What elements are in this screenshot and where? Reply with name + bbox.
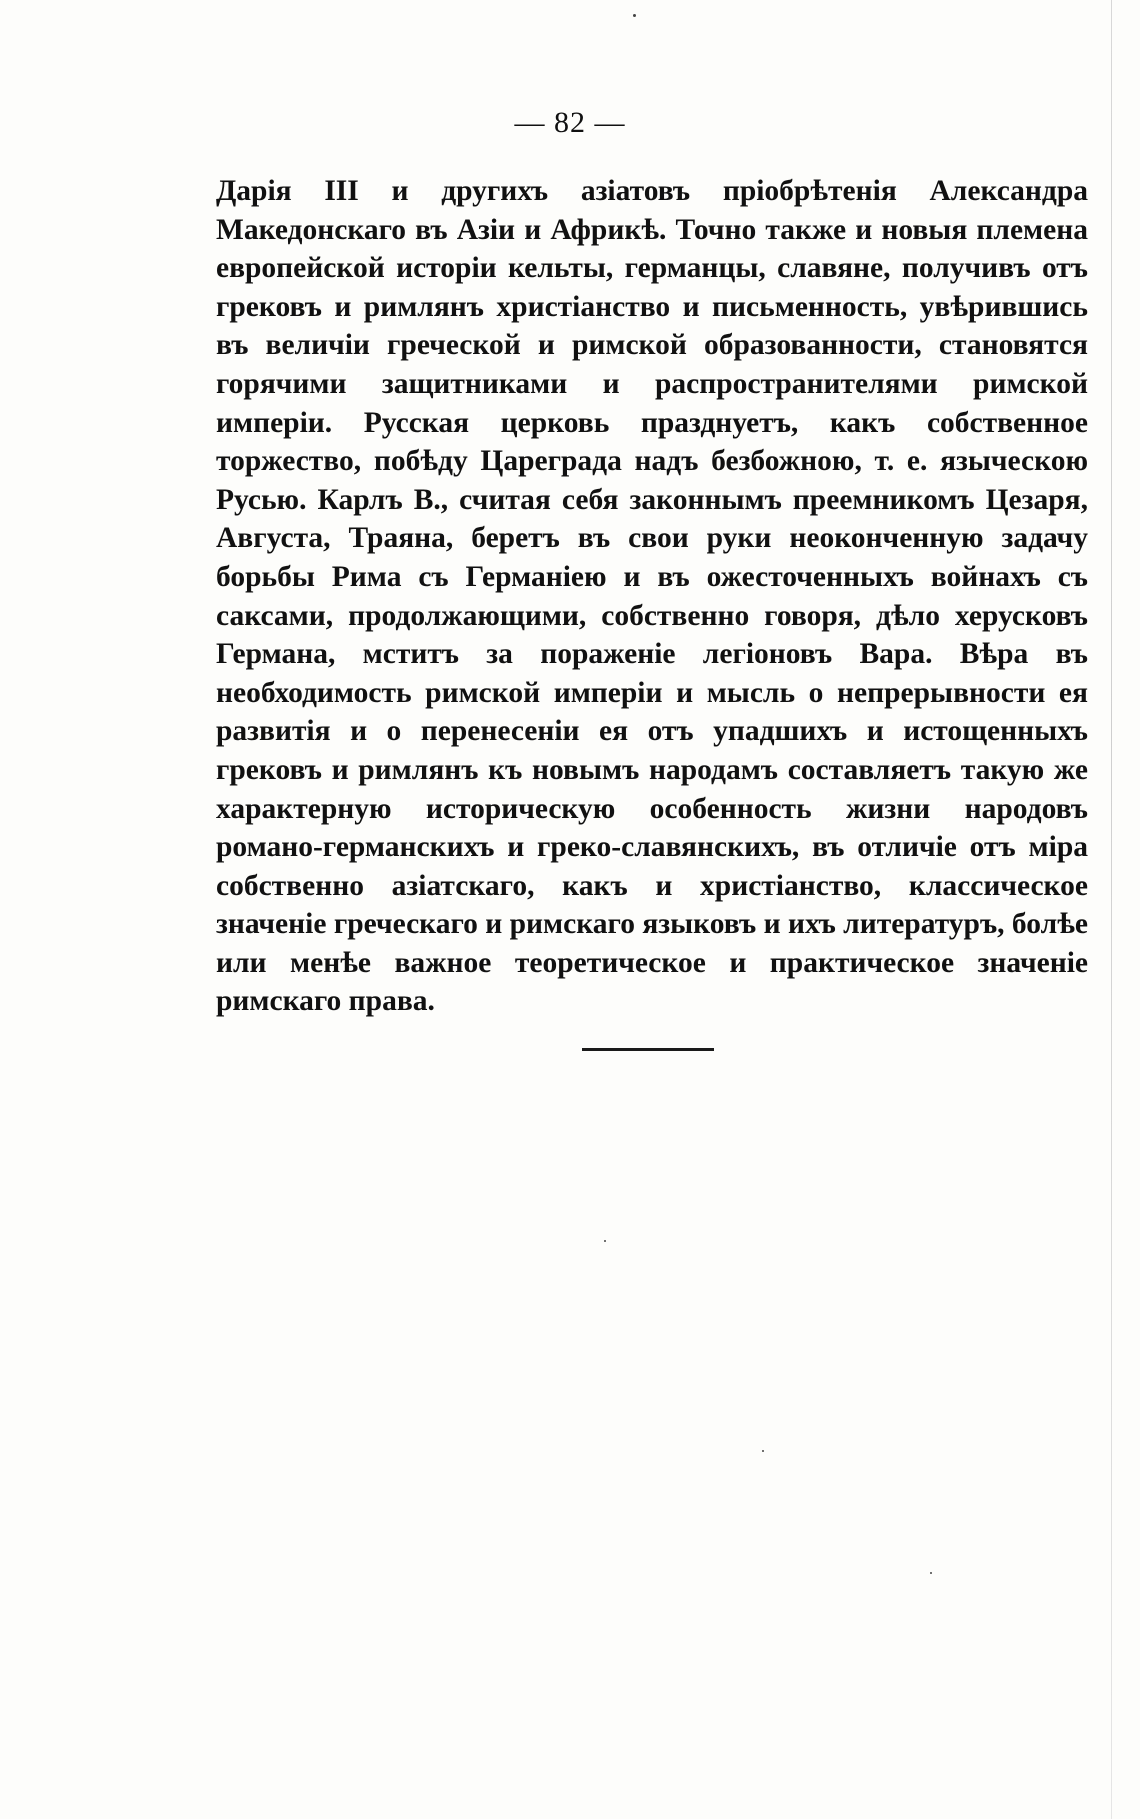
print-speck [930, 1572, 932, 1574]
print-speck [604, 1240, 606, 1242]
page-edge-shadow [1111, 0, 1112, 1819]
page-number: — 82 — [514, 106, 626, 139]
print-speck [762, 1450, 764, 1452]
print-speck [633, 14, 636, 17]
body-paragraph: Дарія III и другихъ азіатовъ пріобрѣтенія Александра Македонскаго въ Азіи и Африкѣ. Точно также и новыя племена европейской исторіи кельты, германцы, славяне, получивъ отъ грековъ и римлянъ христіанство и письменность, увѣрившись въ величіи греческой и римской образованности, становятся горячими защитниками и распространителями римской имперіи. Русская церковь празднуетъ, какъ собственное торжество, побѣду Цареграда надъ безбожною, т. е. языческою Русью. Карлъ В., считая себя законнымъ преемникомъ Цезаря, Августа, Траяна, беретъ въ свои руки неоконченную задачу борьбы Рима съ Германіею и въ ожесточенныхъ войнахъ съ саксами, продолжающими, собственно говоря, дѣло херусковъ Германа, мститъ за пораженіе легіоновъ Вара. Вѣра въ необходимость римской имперіи и мысль о непрерывности ея развитія и о перенесеніи ея отъ упадшихъ и истощенныхъ грековъ и римлянъ къ новымъ народамъ составляетъ такую же характерную историческую особенность жизни народовъ романо-германскихъ и греко-славянскихъ, въ отличіе отъ міра собственно азіатскаго, какъ и христіанство, классическое значеніе греческаго и римскаго языковъ и ихъ литературъ, болѣе или менѣе важное теоретическое и практическое значеніе римскаго права. [216, 175, 1088, 1018]
end-of-section-rule [582, 1048, 714, 1051]
